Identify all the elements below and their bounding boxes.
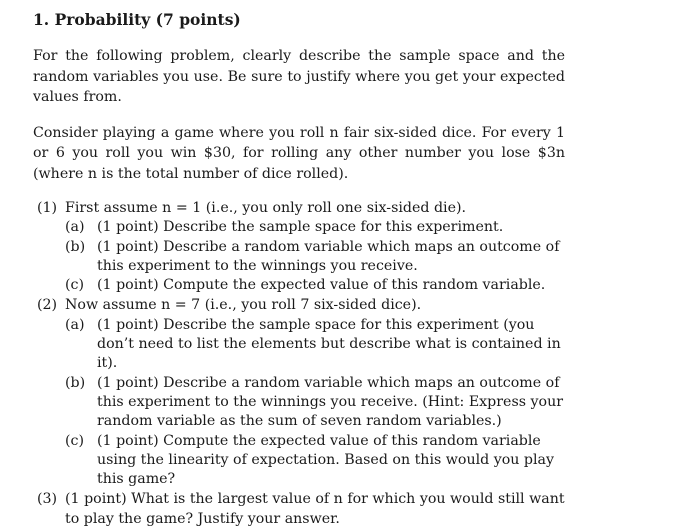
- subpart-marker: (b): [65, 238, 86, 255]
- subpart-2c: [65, 432, 565, 490]
- subpart-marker: (c): [65, 432, 85, 449]
- subpart-text: (1 point) Describe the sample space for this experiment (you don’t need to list the elements but describe what is contained in it).: [97, 316, 561, 372]
- problem-title: 1. Probability (7 points): [33, 10, 241, 29]
- subpart-marker: (b): [65, 374, 86, 391]
- part-text: (1 point) What is the largest value of n for which you would still want to play the game? Justify your answer.: [65, 491, 565, 527]
- part-2: [33, 296, 565, 489]
- problem-document: [33, 10, 565, 529]
- subpart-text: (1 point) Compute the expected value of this random variable.: [97, 277, 546, 294]
- parts-list: [33, 199, 565, 529]
- part-1: [33, 199, 565, 295]
- intro-paragraph: For the following problem, clearly describe the sample space and the random variables you use. Be sure to justify where you get your expected values from.: [33, 48, 565, 105]
- subpart-2b: [65, 374, 565, 432]
- part-text: First assume n = 1 (i.e., you only roll one six-sided die).: [65, 200, 467, 216]
- part-marker: (1): [37, 200, 58, 216]
- subpart-marker: (a): [65, 316, 85, 333]
- subpart-text: (1 point) Compute the expected value of this random variable using the linearity of expectation. Based on this would you play this game?: [97, 432, 555, 488]
- part-marker: (2): [37, 297, 58, 314]
- subpart-2a: [65, 316, 565, 374]
- subpart-marker: (a): [65, 219, 85, 236]
- subpart-text: (1 point) Describe the sample space for this experiment.: [97, 219, 504, 236]
- subpart-marker: (c): [65, 277, 85, 294]
- subpart-1a: [65, 218, 565, 237]
- subpart-1c: [65, 276, 565, 295]
- subpart-text: (1 point) Describe a random variable which maps an outcome of this experiment to the winnings you receive.: [97, 238, 560, 274]
- subpart-text: (1 point) Describe a random variable which maps an outcome of this experiment to the winnings you receive. (Hint: Express your random variable as the sum of seven random variables.): [97, 374, 563, 430]
- part-marker: (3): [37, 491, 58, 508]
- part-text: Now assume n = 7 (i.e., you roll 7 six-sided dice).: [65, 297, 422, 314]
- subpart-1b: [65, 238, 565, 277]
- scenario-paragraph: Consider playing a game where you roll n fair six-sided dice. For every 1 or 6 you roll you win $30, for rolling any other number you lose $3n (where n is the total number of dice rolled).: [33, 124, 565, 182]
- part-3: [33, 490, 565, 529]
